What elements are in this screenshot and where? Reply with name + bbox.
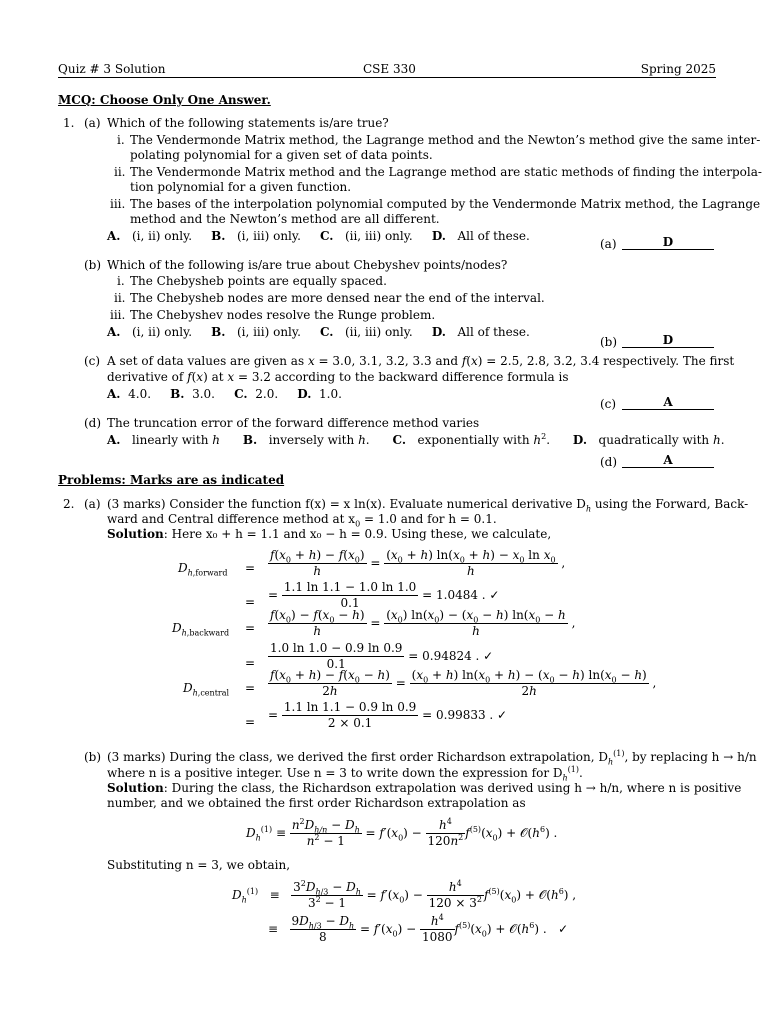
q1a-item-iii-line2: method and the Newton’s method are all different. (130, 212, 440, 226)
q1b-item-iii-num: iii. (110, 308, 126, 322)
q1a-item-ii-line2: tion polynomial for a given function. (130, 180, 352, 194)
q1b-stem: Which of the following is/are true about Chebyshev points/nodes? (107, 258, 508, 272)
eq-sign: = (245, 561, 256, 575)
central-value: = $\frac{1.1 \ln 1.1 - 0.9 \ln 0.9}{2 \times 0.1}$ = 0.99833 . ✓ (268, 700, 508, 730)
q2b-substituting: Substituting n = 3, we obtain, (107, 858, 291, 872)
backward-value: $\frac{1.0 \ln 1.0 - 0.9 \ln 0.9}{0.1}$ = 0.94824 . ✓ (270, 641, 494, 671)
richardson-n3-b: ≡ $\frac{9D_{h/3} - D_h}{8}$ = $f'(x_0)$ − $\frac{h^4}{1080}$ $f^{(5)}(x_0)$ + $𝒪(h^6)$ . ✓ (268, 913, 569, 944)
eq-sign: = (245, 595, 256, 609)
eq-sign: = (245, 715, 256, 729)
d-forward-lhs: $D_{h,forward}$ (178, 561, 228, 578)
forward-value: = $\frac{1.1 \ln 1.1 - 1.0 \ln 1.0}{0.1}$ = 1.0484 . ✓ (268, 580, 500, 610)
d-central-lhs: $D_{h,central}$ (183, 681, 230, 698)
q1a-item-i-num: i. (117, 133, 125, 147)
q1d-options: A. linearly with h B. inversely with h. C. exponentially with $h^2$. D. quadratically with h. (107, 432, 725, 447)
q1c-label: (c) (84, 354, 101, 368)
q1b-item-ii: The Chebysheb nodes are more densed near the end of the interval. (130, 291, 545, 305)
richardson-general: $D_h^{(1)}$ ≡ $\frac{n^2D_{h/n} - D_h}{n^2 - 1}$ = $f'(x_0)$ − $\frac{h^4}{120n^2}$ $f^{(5)}(x_0)$ + $𝒪(h^6)$ . (246, 817, 558, 848)
header-left: Quiz # 3 Solution (58, 62, 166, 76)
q2a-label: (a) (84, 497, 101, 511)
header-right: Spring 2025 (640, 62, 716, 76)
backward-formula: $\frac{f(x_0) - f(x_0 - h)}{h}$ = $\frac{(x_0) \ln(x_0) - (x_0 - h) \ln(x_0 - h}{h}$ , (270, 608, 576, 638)
header-center: CSE 330 (363, 62, 416, 76)
q2b-line1: (3 marks) During the class, we derived the first order Richardson extrapolation, $D_h^{(1)}$, by replacing h → h/n (107, 749, 757, 767)
problems-section-title: Problems: Marks are as indicated (58, 473, 285, 487)
eq-sign: = (245, 681, 256, 695)
q1c-line2: derivative of f(x) at x = 3.2 according to the backward difference formula is (107, 370, 569, 384)
q2b-solution-line1: Solution: During the class, the Richardson extrapolation was derived using h → h/n, where n is positive (107, 781, 742, 795)
q1c-line1: A set of data values are given as x = 3.0, 3.1, 3.2, 3.3 and f(x) = 2.5, 2.8, 3.2, 3.4 respectively. The first (107, 354, 735, 368)
q1b-answer-label: (b) (600, 335, 618, 349)
q1a-stem: Which of the following statements is/are true? (107, 116, 389, 130)
d-backward-lhs: $D_{h,backward}$ (172, 621, 230, 638)
q1a-item-i-line1: The Vendermonde Matrix method, the Lagrange method and the Newton’s method give the same inter- (130, 133, 761, 147)
eq-sign: = (245, 656, 256, 670)
q1b-answer: D (622, 333, 714, 348)
q1a-item-ii-num: ii. (114, 165, 126, 179)
q1a-item-ii-line1: The Vendermonde Matrix method and the Lagrange method are static methods of finding the interpola- (130, 165, 762, 179)
q2-number: 2. (63, 497, 75, 511)
q2b-label: (b) (84, 750, 102, 764)
q1b-item-i-num: i. (117, 274, 125, 288)
forward-formula: $\frac{f(x_0 + h) - f(x_0)}{h}$ = $\frac{(x_0 + h) \ln(x_0 + h) - x_0 \ln x_0}{h}$ , (270, 548, 566, 578)
q1a-answer: D (622, 235, 714, 250)
mcq-section-title: MCQ: Choose Only One Answer. (58, 93, 271, 107)
q1c-options: A. 4.0. B. 3.0. C. 2.0. D. 1.0. (107, 387, 342, 401)
q2a-line2: ward and Central difference method at $x_0 = 1.0$ and for h = 0.1. (107, 512, 497, 529)
q1a-item-i-line2: polating polynomial for a given set of data points. (130, 148, 433, 162)
q1b-label: (b) (84, 258, 102, 272)
q2b-line2: where n is a positive integer. Use n = 3 to write down the expression for $D_h^{(1)}$. (107, 765, 583, 783)
q1-number: 1. (63, 116, 75, 130)
q1d-answer: A (622, 453, 714, 468)
q1d-label: (d) (84, 416, 102, 430)
eq-sign: = (245, 621, 256, 635)
q2a-line1: (3 marks) Consider the function f(x) = x ln(x). Evaluate numerical derivative $D_h$ using the Forward, Back- (107, 497, 749, 514)
q1d-answer-label: (d) (600, 455, 618, 469)
q1c-answer-label: (c) (600, 397, 617, 411)
q1b-options: A. (i, ii) only. B. (i, iii) only. C. (ii, iii) only. D. All of these. (107, 325, 530, 339)
q1b-item-i: The Chebysheb points are equally spaced. (130, 274, 387, 288)
q1a-label: (a) (84, 116, 101, 130)
q1d-stem: The truncation error of the forward difference method varies (107, 416, 480, 430)
page-header (58, 63, 716, 78)
q1a-item-iii-line1: The bases of the interpolation polynomial computed by the Vendermonde Matrix method, the Lagrange (130, 197, 761, 211)
richardson-n3-a: $D_h^{(1)}$ ≡ $\frac{3^2D_{h/3} - D_h}{3^2 - 1}$ = $f'(x_0)$ − $\frac{h^4}{120 \times 3^2}$ $f^{(5)}(x_0)$ + $𝒪(h^6)$ , (232, 879, 577, 910)
q1b-item-ii-num: ii. (114, 291, 126, 305)
q1a-answer-label: (a) (600, 237, 617, 251)
q2a-solution-intro: Solution: Here x₀ + h = 1.1 and x₀ − h = 0.9. Using these, we calculate, (107, 527, 552, 541)
q1a-options: A. (i, ii) only. B. (i, iii) only. C. (ii, iii) only. D. All of these. (107, 229, 530, 243)
q1a-item-iii-num: iii. (110, 197, 126, 211)
q2b-solution-line2: number, and we obtained the first order Richardson extrapolation as (107, 796, 526, 810)
q1b-item-iii: The Chebyshev nodes resolve the Runge problem. (130, 308, 436, 322)
q1c-answer: A (622, 395, 714, 410)
central-formula: $\frac{f(x_0 + h) - f(x_0 - h)}{2h}$ = $\frac{(x_0 + h) \ln(x_0 + h) - (x_0 - h) \ln(x_0 - h)}{2h}$ , (270, 668, 657, 698)
